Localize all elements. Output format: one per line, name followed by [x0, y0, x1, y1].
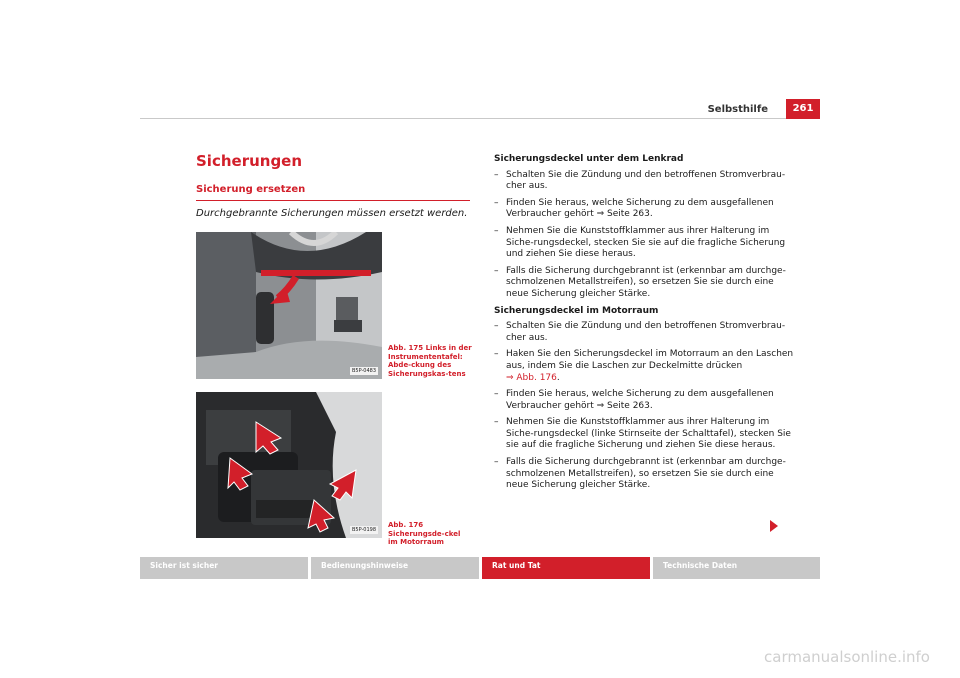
watermark: carmanualsonline.info [764, 648, 930, 666]
engine-illustration [196, 392, 382, 538]
dash-bullet: – [494, 457, 499, 468]
figure-code: B5P-0483 [351, 368, 376, 374]
step-item [494, 389, 794, 412]
tab-rat-und-tat[interactable]: Rat und Tat [482, 557, 650, 579]
intro-text: Durchgebrannte Sicherungen müssen ersetzt werden. [196, 208, 468, 219]
dash-bullet: – [494, 225, 499, 236]
step-item [494, 321, 794, 344]
section-title-steering: Sicherungsdeckel unter dem Lenkrad [494, 154, 684, 164]
subheading-rule [196, 200, 470, 201]
figure-176-caption: Abb. 176 Sicherungsde-ckel im Motorraum [388, 521, 461, 547]
tab-sicher-ist-sicher[interactable]: Sicher ist sicher [140, 557, 308, 579]
page-number: 261 [786, 99, 820, 119]
step-text: Finden Sie heraus, welche Sicherung zu dem ausgefallenen Verbraucher gehört ⇒ Seite 263. [506, 197, 774, 220]
step-item [494, 417, 794, 452]
step-item [494, 226, 794, 261]
step-item [494, 198, 794, 221]
header-rule [140, 118, 820, 119]
chapter-title: Selbsthilfe [707, 104, 768, 115]
dash-bullet: – [494, 349, 499, 360]
figure-code: B5P-0198 [351, 527, 376, 533]
dash-bullet: – [494, 417, 499, 428]
step-text-end: . [556, 372, 560, 383]
figure-reference-link[interactable]: ⇒ Abb. 176 [506, 372, 557, 383]
figure-176-engine-photo [196, 392, 382, 538]
step-text: Finden Sie heraus, welche Sicherung zu dem ausgefallenen Verbraucher gehört ⇒ Seite 263. [506, 389, 774, 411]
dashboard-illustration [196, 232, 382, 379]
dash-bullet: – [494, 389, 499, 400]
dash-bullet: – [494, 169, 499, 180]
step-item [494, 349, 794, 384]
figure-175-dashboard-photo [196, 232, 382, 379]
subsection-heading: Sicherung ersetzen [196, 184, 306, 195]
next-page-arrow-icon[interactable] [770, 520, 778, 532]
tab-technische-daten[interactable]: Technische Daten [653, 557, 820, 579]
instructions-column [494, 154, 794, 497]
section-title-engine: Sicherungsdeckel im Motorraum [494, 305, 659, 316]
step-text: Nehmen Sie die Kunststoffklammer aus ihrer Halterung im Siche-rungsdeckel, stecken Sie sie auf die fragliche Sicherung und ziehen Sie diese heraus. [506, 225, 786, 260]
step-text: Falls die Sicherung durchgebrannt ist (erkennbar am durchge-schmolzenen Metallstreifen), so ersetzen Sie sie durch eine neue Sicherung gleicher Stärke. [506, 457, 786, 491]
step-item [494, 170, 794, 193]
dash-bullet: – [494, 265, 499, 276]
section-heading: Sicherungen [196, 152, 303, 170]
step-text: Haken Sie den Sicherungsdeckel im Motorraum an den Laschen aus, indem Sie die Laschen zur Deckelmitte drücken [506, 349, 794, 371]
step-text: Schalten Sie die Zündung und den betroffenen Stromverbrau-cher aus. [506, 169, 786, 192]
step-item [494, 266, 794, 301]
step-text: Falls die Sicherung durchgebrannt ist (erkennbar am durchge-schmolzenen Metallstreifen), so ersetzen Sie sie durch eine neue Sicherung gleicher Stärke. [506, 265, 786, 299]
step-item [494, 457, 794, 492]
dash-bullet: – [494, 321, 499, 332]
figure-175-caption: Abb. 175 Links in der Instrumententafel: Abde-ckung des Sicherungskas-tens [388, 344, 472, 378]
step-text: Schalten Sie die Zündung und den betroffenen Stromverbrau-cher aus. [506, 321, 786, 343]
tab-bedienungshinweise[interactable]: Bedienungshinweise [311, 557, 479, 579]
dash-bullet: – [494, 197, 499, 208]
step-text: Nehmen Sie die Kunststoffklammer aus ihrer Halterung im Siche-rungsdeckel (linke Stirnseite der Schalttafel), stecken Sie sie auf die fragliche Sicherung und ziehen Sie diese heraus. [506, 417, 791, 451]
